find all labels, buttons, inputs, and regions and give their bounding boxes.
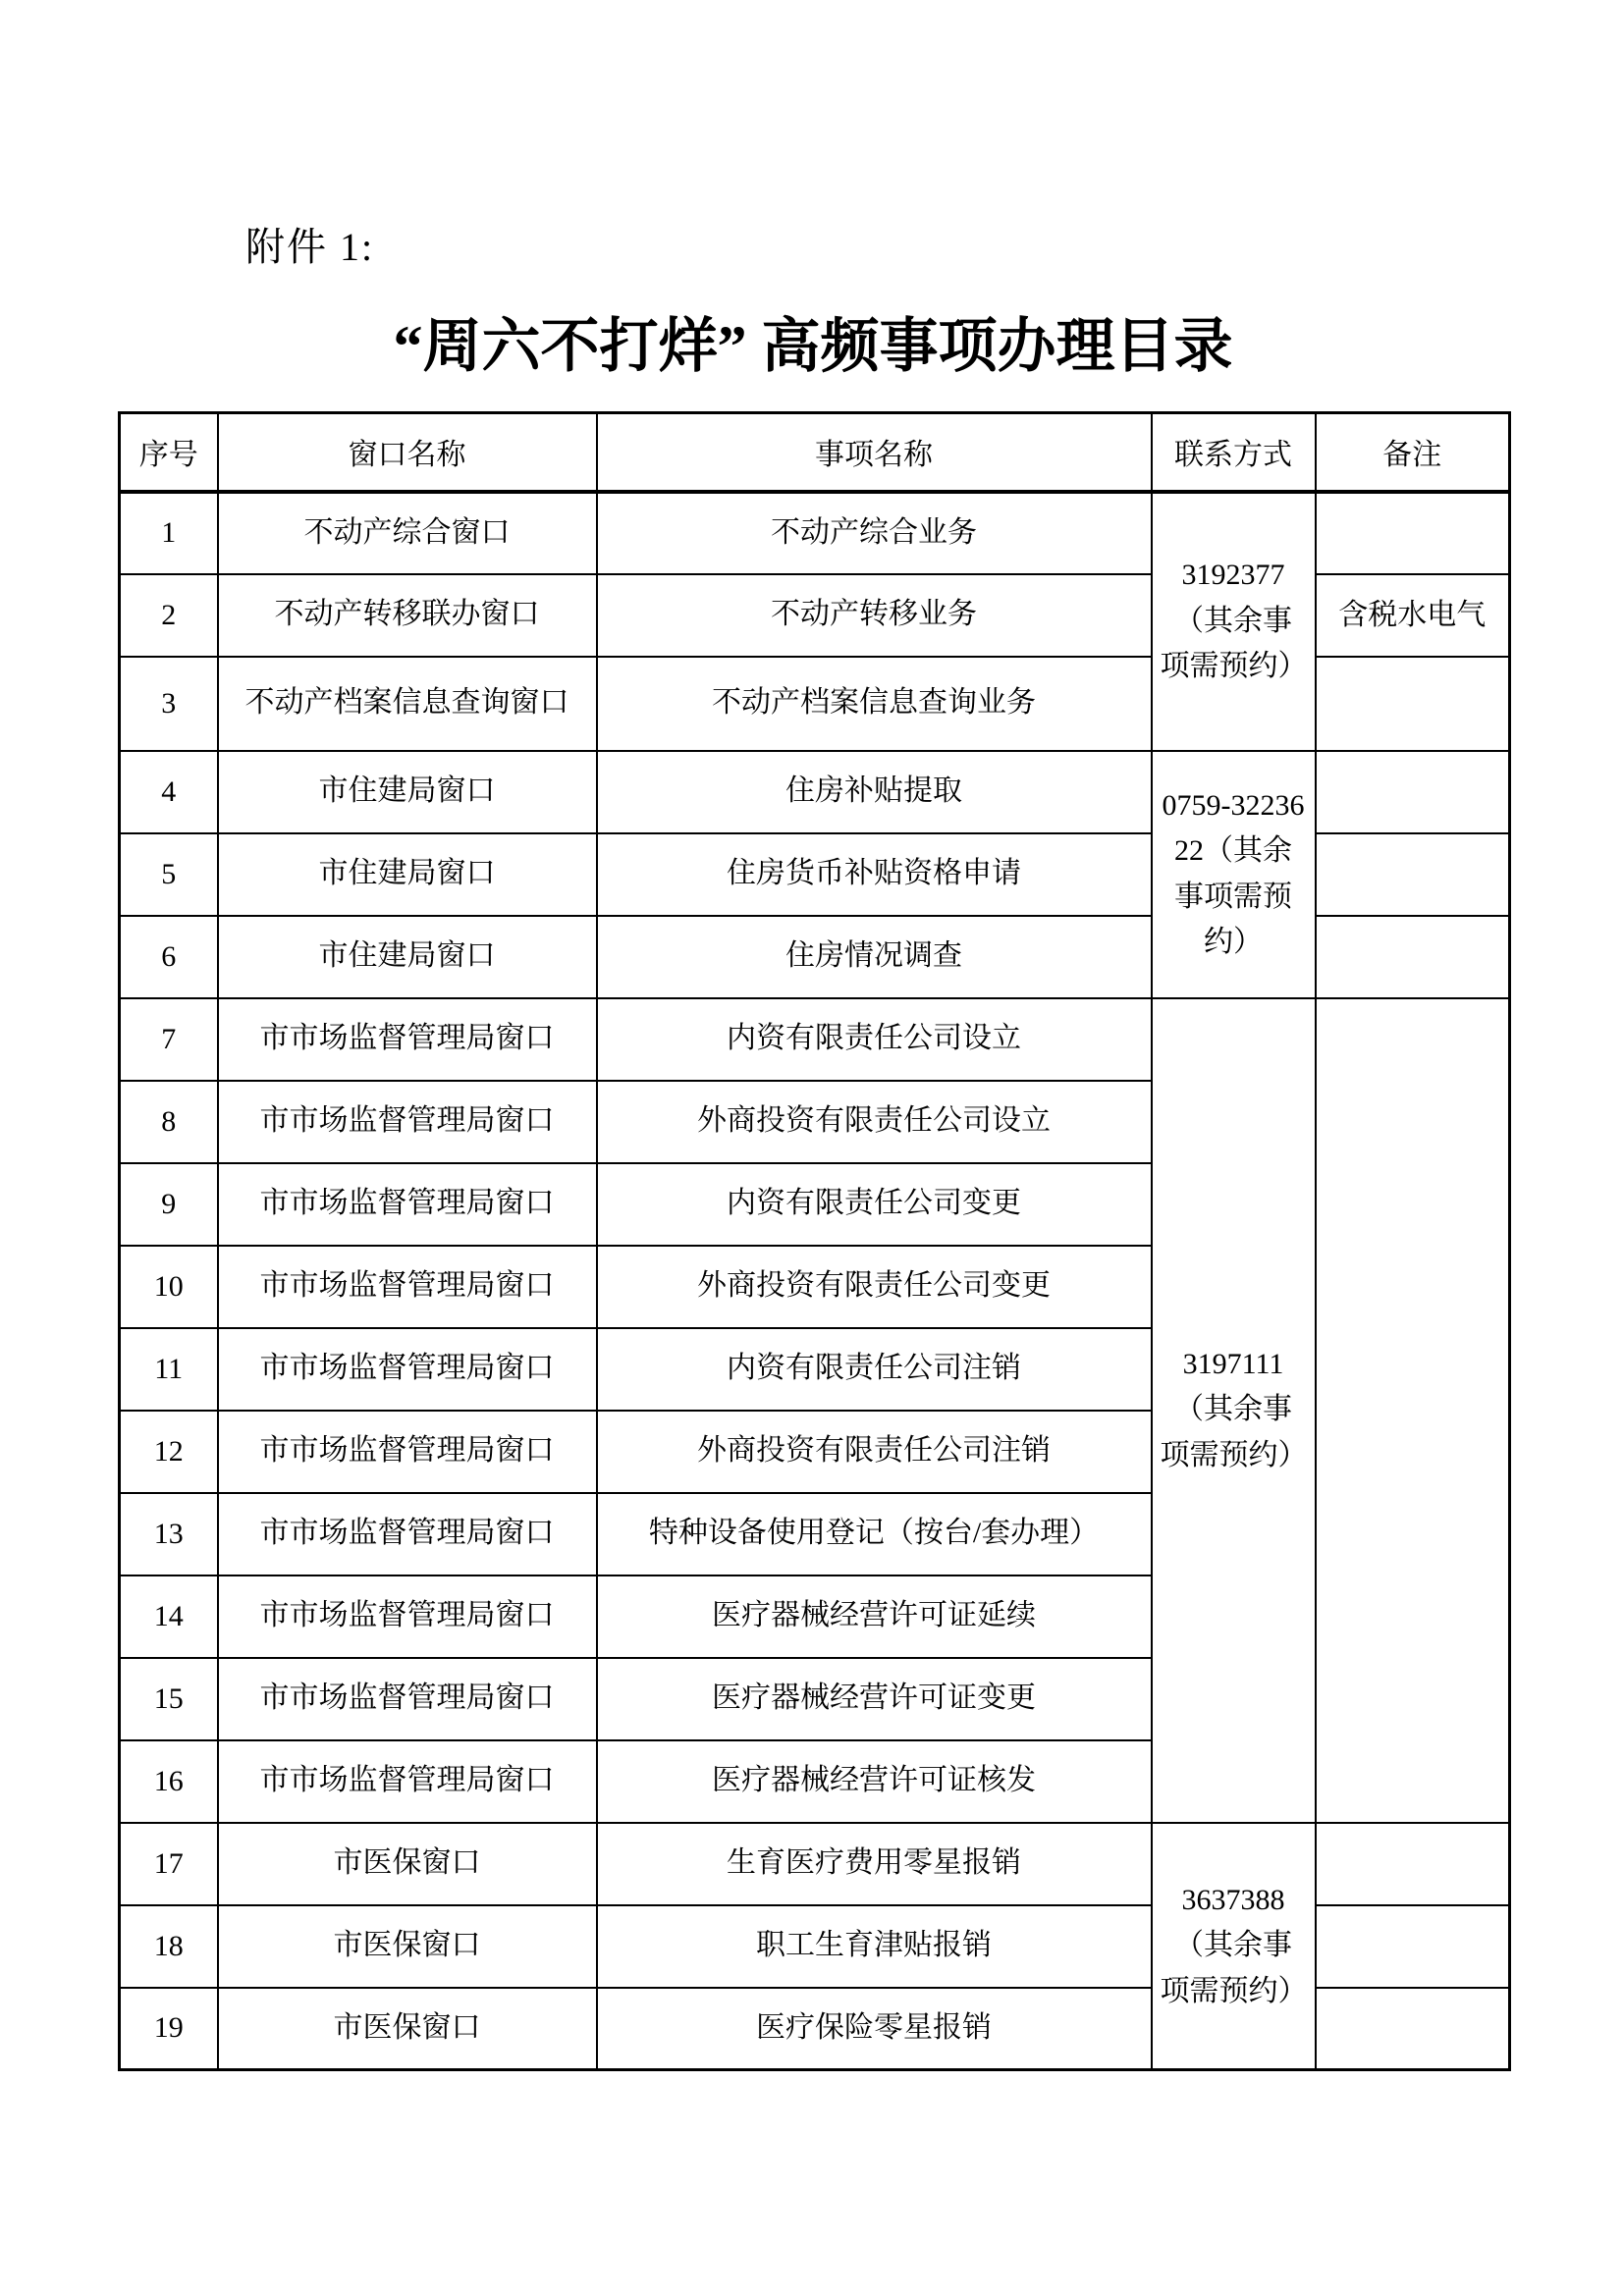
cell-item-name: 住房补贴提取 [597, 751, 1152, 833]
cell-serial: 9 [120, 1163, 218, 1246]
cell-contact-group-2: 0759-3223622（其余事项需预约） [1152, 751, 1316, 998]
cell-window-name: 市住建局窗口 [218, 916, 597, 998]
cell-serial: 19 [120, 1988, 218, 2070]
cell-remark [1316, 751, 1510, 833]
cell-serial: 1 [120, 492, 218, 574]
cell-item-name: 医疗保险零星报销 [597, 1988, 1152, 2070]
items-table [118, 411, 1511, 2071]
cell-serial: 15 [120, 1658, 218, 1740]
cell-serial: 10 [120, 1246, 218, 1328]
cell-window-name: 市市场监督管理局窗口 [218, 1411, 597, 1493]
cell-item-name: 内资有限责任公司设立 [597, 998, 1152, 1081]
cell-serial: 7 [120, 998, 218, 1081]
cell-remark [1316, 657, 1510, 751]
cell-item-name: 不动产转移业务 [597, 574, 1152, 657]
cell-window-name: 市市场监督管理局窗口 [218, 1246, 597, 1328]
cell-item-name: 外商投资有限责任公司注销 [597, 1411, 1152, 1493]
cell-item-name: 医疗器械经营许可证核发 [597, 1740, 1152, 1823]
cell-contact-group-1: 3192377（其余事项需预约） [1152, 492, 1316, 751]
cell-window-name: 市市场监督管理局窗口 [218, 998, 597, 1081]
column-header-window: 窗口名称 [218, 413, 597, 492]
attachment-label: 附件 1: [245, 225, 375, 269]
cell-remark [1316, 1905, 1510, 1988]
cell-window-name: 市市场监督管理局窗口 [218, 1493, 597, 1575]
cell-remark [1316, 492, 1510, 574]
cell-window-name: 市医保窗口 [218, 1988, 597, 2070]
cell-contact-group-3: 3197111（其余事项需预约） [1152, 998, 1316, 1823]
cell-window-name: 市市场监督管理局窗口 [218, 1575, 597, 1658]
cell-item-name: 住房情况调查 [597, 916, 1152, 998]
cell-window-name: 不动产档案信息查询窗口 [218, 657, 597, 751]
column-header-serial: 序号 [120, 413, 218, 492]
cell-window-name: 市市场监督管理局窗口 [218, 1740, 597, 1823]
cell-serial: 4 [120, 751, 218, 833]
cell-contact-group-4: 3637388（其余事项需预约） [1152, 1823, 1316, 2070]
column-header-remark: 备注 [1316, 413, 1510, 492]
cell-window-name: 市住建局窗口 [218, 833, 597, 916]
cell-item-name: 外商投资有限责任公司设立 [597, 1081, 1152, 1163]
cell-serial: 13 [120, 1493, 218, 1575]
table-row [120, 751, 1510, 833]
cell-item-name: 医疗器械经营许可证变更 [597, 1658, 1152, 1740]
table-row [120, 492, 1510, 574]
cell-item-name: 外商投资有限责任公司变更 [597, 1246, 1152, 1328]
cell-item-name: 不动产档案信息查询业务 [597, 657, 1152, 751]
cell-window-name: 市医保窗口 [218, 1823, 597, 1905]
column-header-item: 事项名称 [597, 413, 1152, 492]
cell-window-name: 市住建局窗口 [218, 751, 597, 833]
cell-window-name: 市市场监督管理局窗口 [218, 1163, 597, 1246]
cell-window-name: 不动产综合窗口 [218, 492, 597, 574]
cell-window-name: 市市场监督管理局窗口 [218, 1081, 597, 1163]
column-header-contact: 联系方式 [1152, 413, 1316, 492]
cell-serial: 6 [120, 916, 218, 998]
table-row [120, 1823, 1510, 1905]
cell-serial: 2 [120, 574, 218, 657]
table-header-row [120, 413, 1510, 492]
cell-remark [1316, 1823, 1510, 1905]
cell-serial: 18 [120, 1905, 218, 1988]
cell-serial: 14 [120, 1575, 218, 1658]
cell-item-name: 生育医疗费用零星报销 [597, 1823, 1152, 1905]
cell-remark [1316, 1988, 1510, 2070]
cell-serial: 16 [120, 1740, 218, 1823]
cell-item-name: 住房货币补贴资格申请 [597, 833, 1152, 916]
cell-item-name: 特种设备使用登记（按台/套办理） [597, 1493, 1152, 1575]
table-row [120, 998, 1510, 1081]
cell-remark-merged [1316, 998, 1510, 1823]
cell-remark [1316, 916, 1510, 998]
cell-window-name: 市市场监督管理局窗口 [218, 1328, 597, 1411]
cell-item-name: 内资有限责任公司注销 [597, 1328, 1152, 1411]
cell-window-name: 市市场监督管理局窗口 [218, 1658, 597, 1740]
cell-serial: 3 [120, 657, 218, 751]
cell-item-name: 内资有限责任公司变更 [597, 1163, 1152, 1246]
page-title: “周六不打烊” 高频事项办理目录 [393, 314, 1233, 379]
cell-serial: 5 [120, 833, 218, 916]
cell-item-name: 医疗器械经营许可证延续 [597, 1575, 1152, 1658]
cell-serial: 12 [120, 1411, 218, 1493]
cell-window-name: 市医保窗口 [218, 1905, 597, 1988]
cell-remark [1316, 833, 1510, 916]
cell-item-name: 不动产综合业务 [597, 492, 1152, 574]
cell-item-name: 职工生育津贴报销 [597, 1905, 1152, 1988]
cell-serial: 17 [120, 1823, 218, 1905]
cell-remark: 含税水电气 [1316, 574, 1510, 657]
cell-window-name: 不动产转移联办窗口 [218, 574, 597, 657]
cell-serial: 11 [120, 1328, 218, 1411]
cell-serial: 8 [120, 1081, 218, 1163]
